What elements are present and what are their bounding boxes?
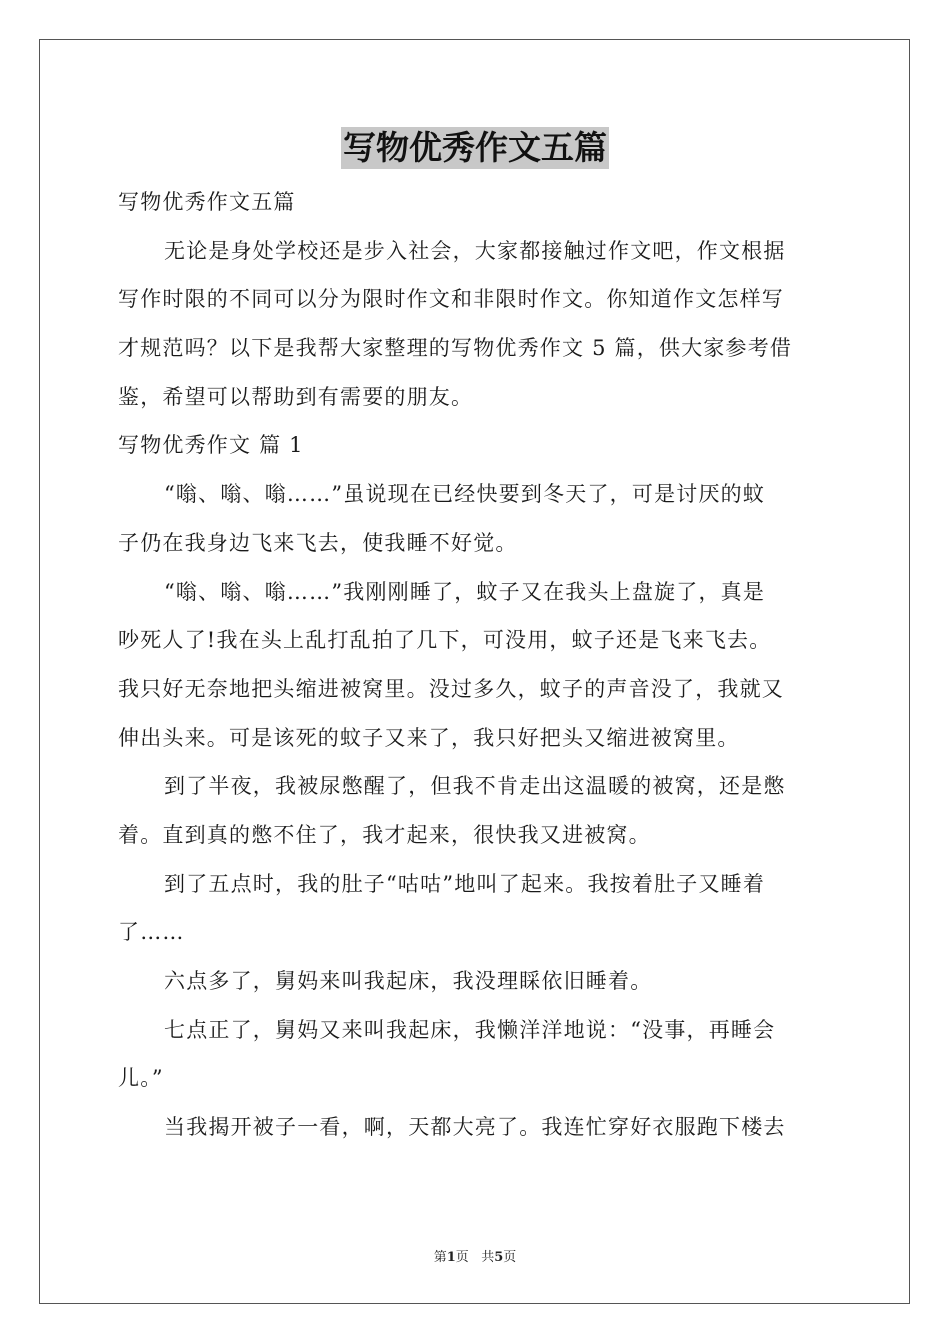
title-container: [0, 127, 950, 169]
text-line: 到了五点时，我的肚子“咕咕”地叫了起来。我按着肚子又睡着: [164, 871, 766, 896]
text-line: 吵死人了!我在头上乱打乱拍了几下，可没用，蚊子还是飞来飞去。: [118, 628, 772, 653]
text-line: 才规范吗？以下是我帮大家整理的写物优秀作文 5 篇，供大家参考借: [118, 336, 793, 361]
text-line: 到了半夜，我被尿憋醒了，但我不肯走出这温暖的被窝，还是憋: [164, 774, 786, 799]
text-line: 当我揭开被子一看，啊，天都大亮了。我连忙穿好衣服跑下楼去: [164, 1115, 786, 1140]
text-line: 六点多了，舅妈来叫我起床，我没理睬依旧睡着。: [164, 969, 653, 993]
total-pages: 5: [494, 1250, 504, 1265]
text-line: 无论是身处学校还是步入社会，大家都接触过作文吧，作文根据: [164, 238, 786, 263]
text-line: “嗡、嗡、嗡……”我刚刚睡了，蚊子又在我头上盘旋了，真是: [164, 579, 766, 604]
page-number: 1: [446, 1250, 456, 1265]
text-line: 写作时限的不同可以分为限时作文和非限时作文。你知道作文怎样写: [118, 287, 784, 312]
text-line: 子仍在我身边飞来飞去，使我睡不好觉。: [118, 530, 518, 555]
text-line: 伸出头来。可是该死的蚊子又来了，我只好把头又缩进被窝里。: [118, 725, 740, 750]
text-line: 七点正了，舅妈又来叫我起床，我懒洋洋地说：“没事，再睡会: [164, 1017, 776, 1042]
text-line: 儿。”: [118, 1066, 164, 1091]
page-suffix: 页: [455, 1250, 469, 1265]
text-line: 写物优秀作文五篇: [118, 190, 296, 214]
page-prefix: 第: [433, 1250, 447, 1265]
document-title: 写物优秀作文五篇: [343, 128, 607, 167]
text-line: 写物优秀作文 篇 1: [118, 433, 304, 458]
text-line: “嗡、嗡、嗡……”虽说现在已经快要到冬天了，可是讨厌的蚊: [164, 482, 766, 507]
text-line: 着。直到真的憋不住了，我才起来，很快我又进被窝。: [118, 822, 651, 847]
text-line: 了……: [118, 920, 185, 945]
text-line: 鉴，希望可以帮助到有需要的朋友。: [118, 384, 474, 409]
document-body: [118, 178, 832, 1152]
text-line: 我只好无奈地把头缩进被窝里。没过多久，蚊子的声音没了，我就又: [118, 676, 784, 701]
page-footer: [0, 1246, 950, 1265]
total-prefix: 共: [481, 1250, 495, 1265]
total-suffix: 页: [503, 1250, 517, 1265]
